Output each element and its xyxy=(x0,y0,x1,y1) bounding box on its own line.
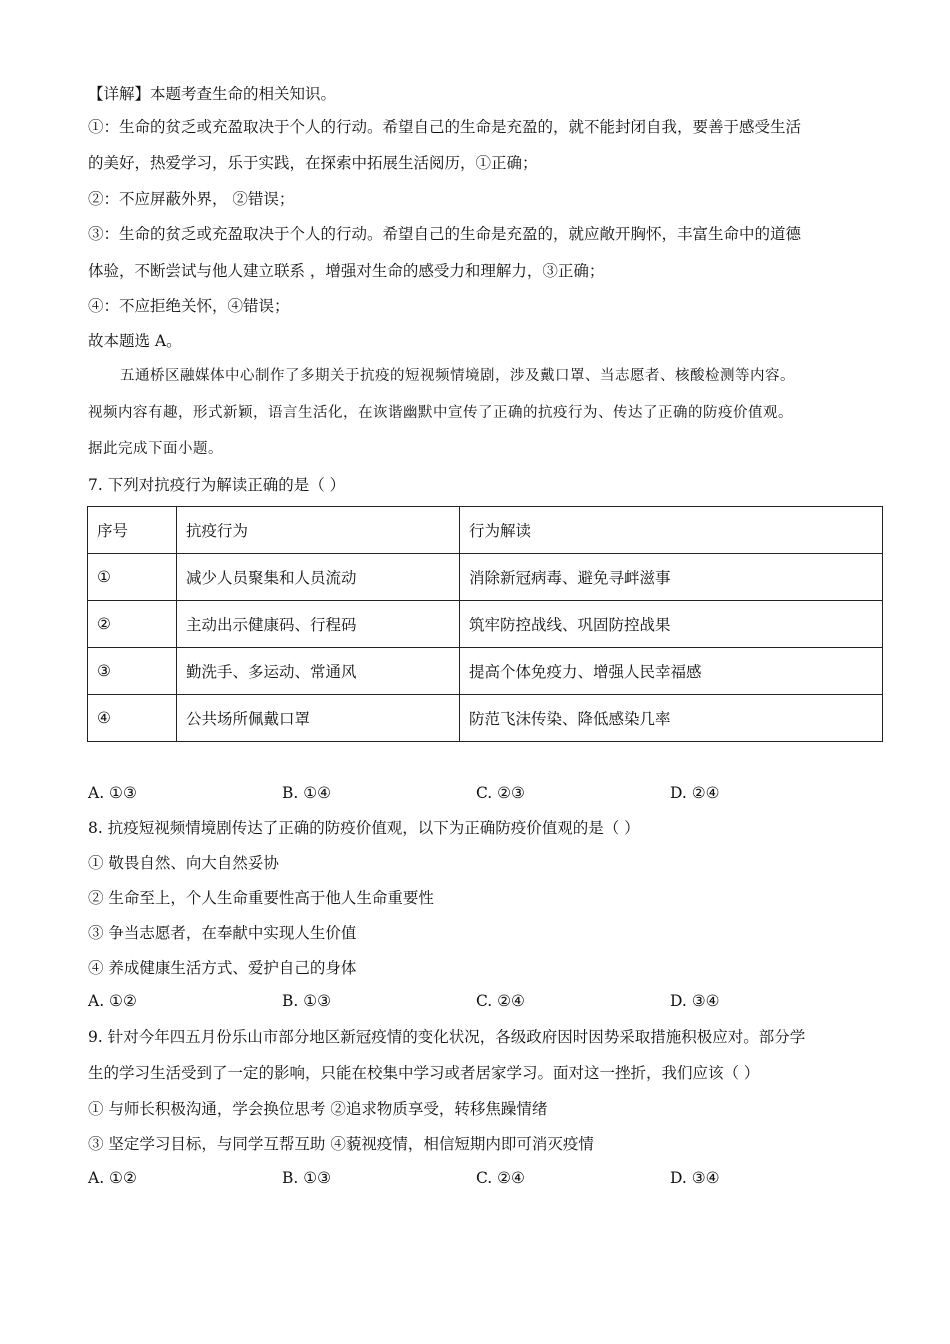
q7-table xyxy=(87,506,883,742)
analysis-point-1-line-1: ①：生命的贫乏或充盈取决于个人的行动。希望自己的生命是充盈的，就不能封闭自我，要善于感受生活 xyxy=(88,118,802,136)
q9-stem-line-2: 生的学习生活受到了一定的影响，只能在校集中学习或者居家学习。面对这一挫折，我们应该（ ） xyxy=(88,1064,760,1082)
q8-item-2: ② 生命至上，个人生命重要性高于他人生命重要性 xyxy=(88,889,434,907)
material-line-1: 五通桥区融媒体中心制作了多期关于抗疫的短视频情境剧，涉及戴口罩、当志愿者、核酸检测等内容。 xyxy=(120,368,795,384)
table-cell: 公共场所佩戴口罩 xyxy=(177,695,460,742)
q7-option-d[interactable]: D. ②④ xyxy=(670,784,720,802)
table-cell: ① xyxy=(88,554,177,601)
table-cell: 防范飞沫传染、降低感染几率 xyxy=(460,695,883,742)
q9-items-line-2: ③ 坚定学习目标，与同学互帮互助 ④藐视疫情，相信短期内即可消灭疫情 xyxy=(88,1135,594,1153)
table-row xyxy=(88,601,883,648)
q9-option-a[interactable]: A. ①② xyxy=(88,1169,137,1187)
table-row xyxy=(88,648,883,695)
q8-stem: 8. 抗疫短视频情境剧传达了正确的防疫价值观，以下为正确防疫价值观的是（ ） xyxy=(88,819,640,837)
table-cell: 减少人员聚集和人员流动 xyxy=(177,554,460,601)
analysis-point-3-line-1: ③：生命的贫乏或充盈取决于个人的行动。希望自己的生命是充盈的，就应敞开胸怀，丰富生命中的道德 xyxy=(88,225,802,243)
table-header-cell: 行为解读 xyxy=(460,507,883,554)
analysis-point-4: ④：不应拒绝关怀，④错误； xyxy=(88,297,290,315)
q8-item-4: ④ 养成健康生活方式、爱护自己的身体 xyxy=(88,959,357,977)
material-line-2: 视频内容有趣，形式新颖，语言生活化，在诙谐幽默中宣传了正确的抗疫行为、传达了正确的防疫价值观。 xyxy=(88,405,793,421)
analysis-point-3-line-2: 体验，不断尝试与他人建立联系 ，增强对生命的感受力和理解力，③正确； xyxy=(88,262,605,280)
table-row xyxy=(88,695,883,742)
q8-item-1: ① 敬畏自然、向大自然妥协 xyxy=(88,854,279,872)
table-cell: ② xyxy=(88,601,177,648)
table-cell: ③ xyxy=(88,648,177,695)
table-header-row xyxy=(88,507,883,554)
q7-option-b[interactable]: B. ①④ xyxy=(282,784,332,802)
analysis-conclusion: 故本题选 A。 xyxy=(88,332,182,350)
q9-option-d[interactable]: D. ③④ xyxy=(670,1169,720,1187)
q8-option-a[interactable]: A. ①② xyxy=(88,992,137,1010)
q7-option-a[interactable]: A. ①③ xyxy=(88,784,137,802)
table-cell: 勤洗手、多运动、常通风 xyxy=(177,648,460,695)
q8-item-3: ③ 争当志愿者，在奉献中实现人生价值 xyxy=(88,924,357,942)
table-cell: 主动出示健康码、行程码 xyxy=(177,601,460,648)
material-line-3: 据此完成下面小题。 xyxy=(88,441,223,457)
table-cell: 消除新冠病毒、避免寻衅滋事 xyxy=(460,554,883,601)
analysis-heading: 【详解】本题考查生命的相关知识。 xyxy=(88,85,337,103)
table-cell: ④ xyxy=(88,695,177,742)
q9-stem-line-1: 9. 针对今年四五月份乐山市部分地区新冠疫情的变化状况，各级政府因时因势采取措施积极应对。部分学 xyxy=(88,1028,806,1046)
table-header-cell: 序号 xyxy=(88,507,177,554)
table-cell: 筑牢防控战线、巩固防控战果 xyxy=(460,601,883,648)
q9-option-b[interactable]: B. ①③ xyxy=(282,1169,332,1187)
table-header-cell: 抗疫行为 xyxy=(177,507,460,554)
q7-stem: 7. 下列对抗疫行为解读正确的是（ ） xyxy=(88,476,346,494)
table-cell: 提高个体免疫力、增强人民幸福感 xyxy=(460,648,883,695)
q7-option-c[interactable]: C. ②③ xyxy=(476,784,525,802)
analysis-point-1-line-2: 的美好，热爱学习，乐于实践，在探索中拓展生活阅历，①正确； xyxy=(88,154,538,172)
q9-items-line-1: ① 与师长积极沟通，学会换位思考 ②追求物质享受，转移焦躁情绪 xyxy=(88,1100,548,1118)
q8-option-c[interactable]: C. ②④ xyxy=(476,992,525,1010)
q8-option-b[interactable]: B. ①③ xyxy=(282,992,332,1010)
q9-option-c[interactable]: C. ②④ xyxy=(476,1169,525,1187)
analysis-point-2: ②：不应屏蔽外界， ②错误； xyxy=(88,190,295,208)
q8-option-d[interactable]: D. ③④ xyxy=(670,992,720,1010)
table-row xyxy=(88,554,883,601)
